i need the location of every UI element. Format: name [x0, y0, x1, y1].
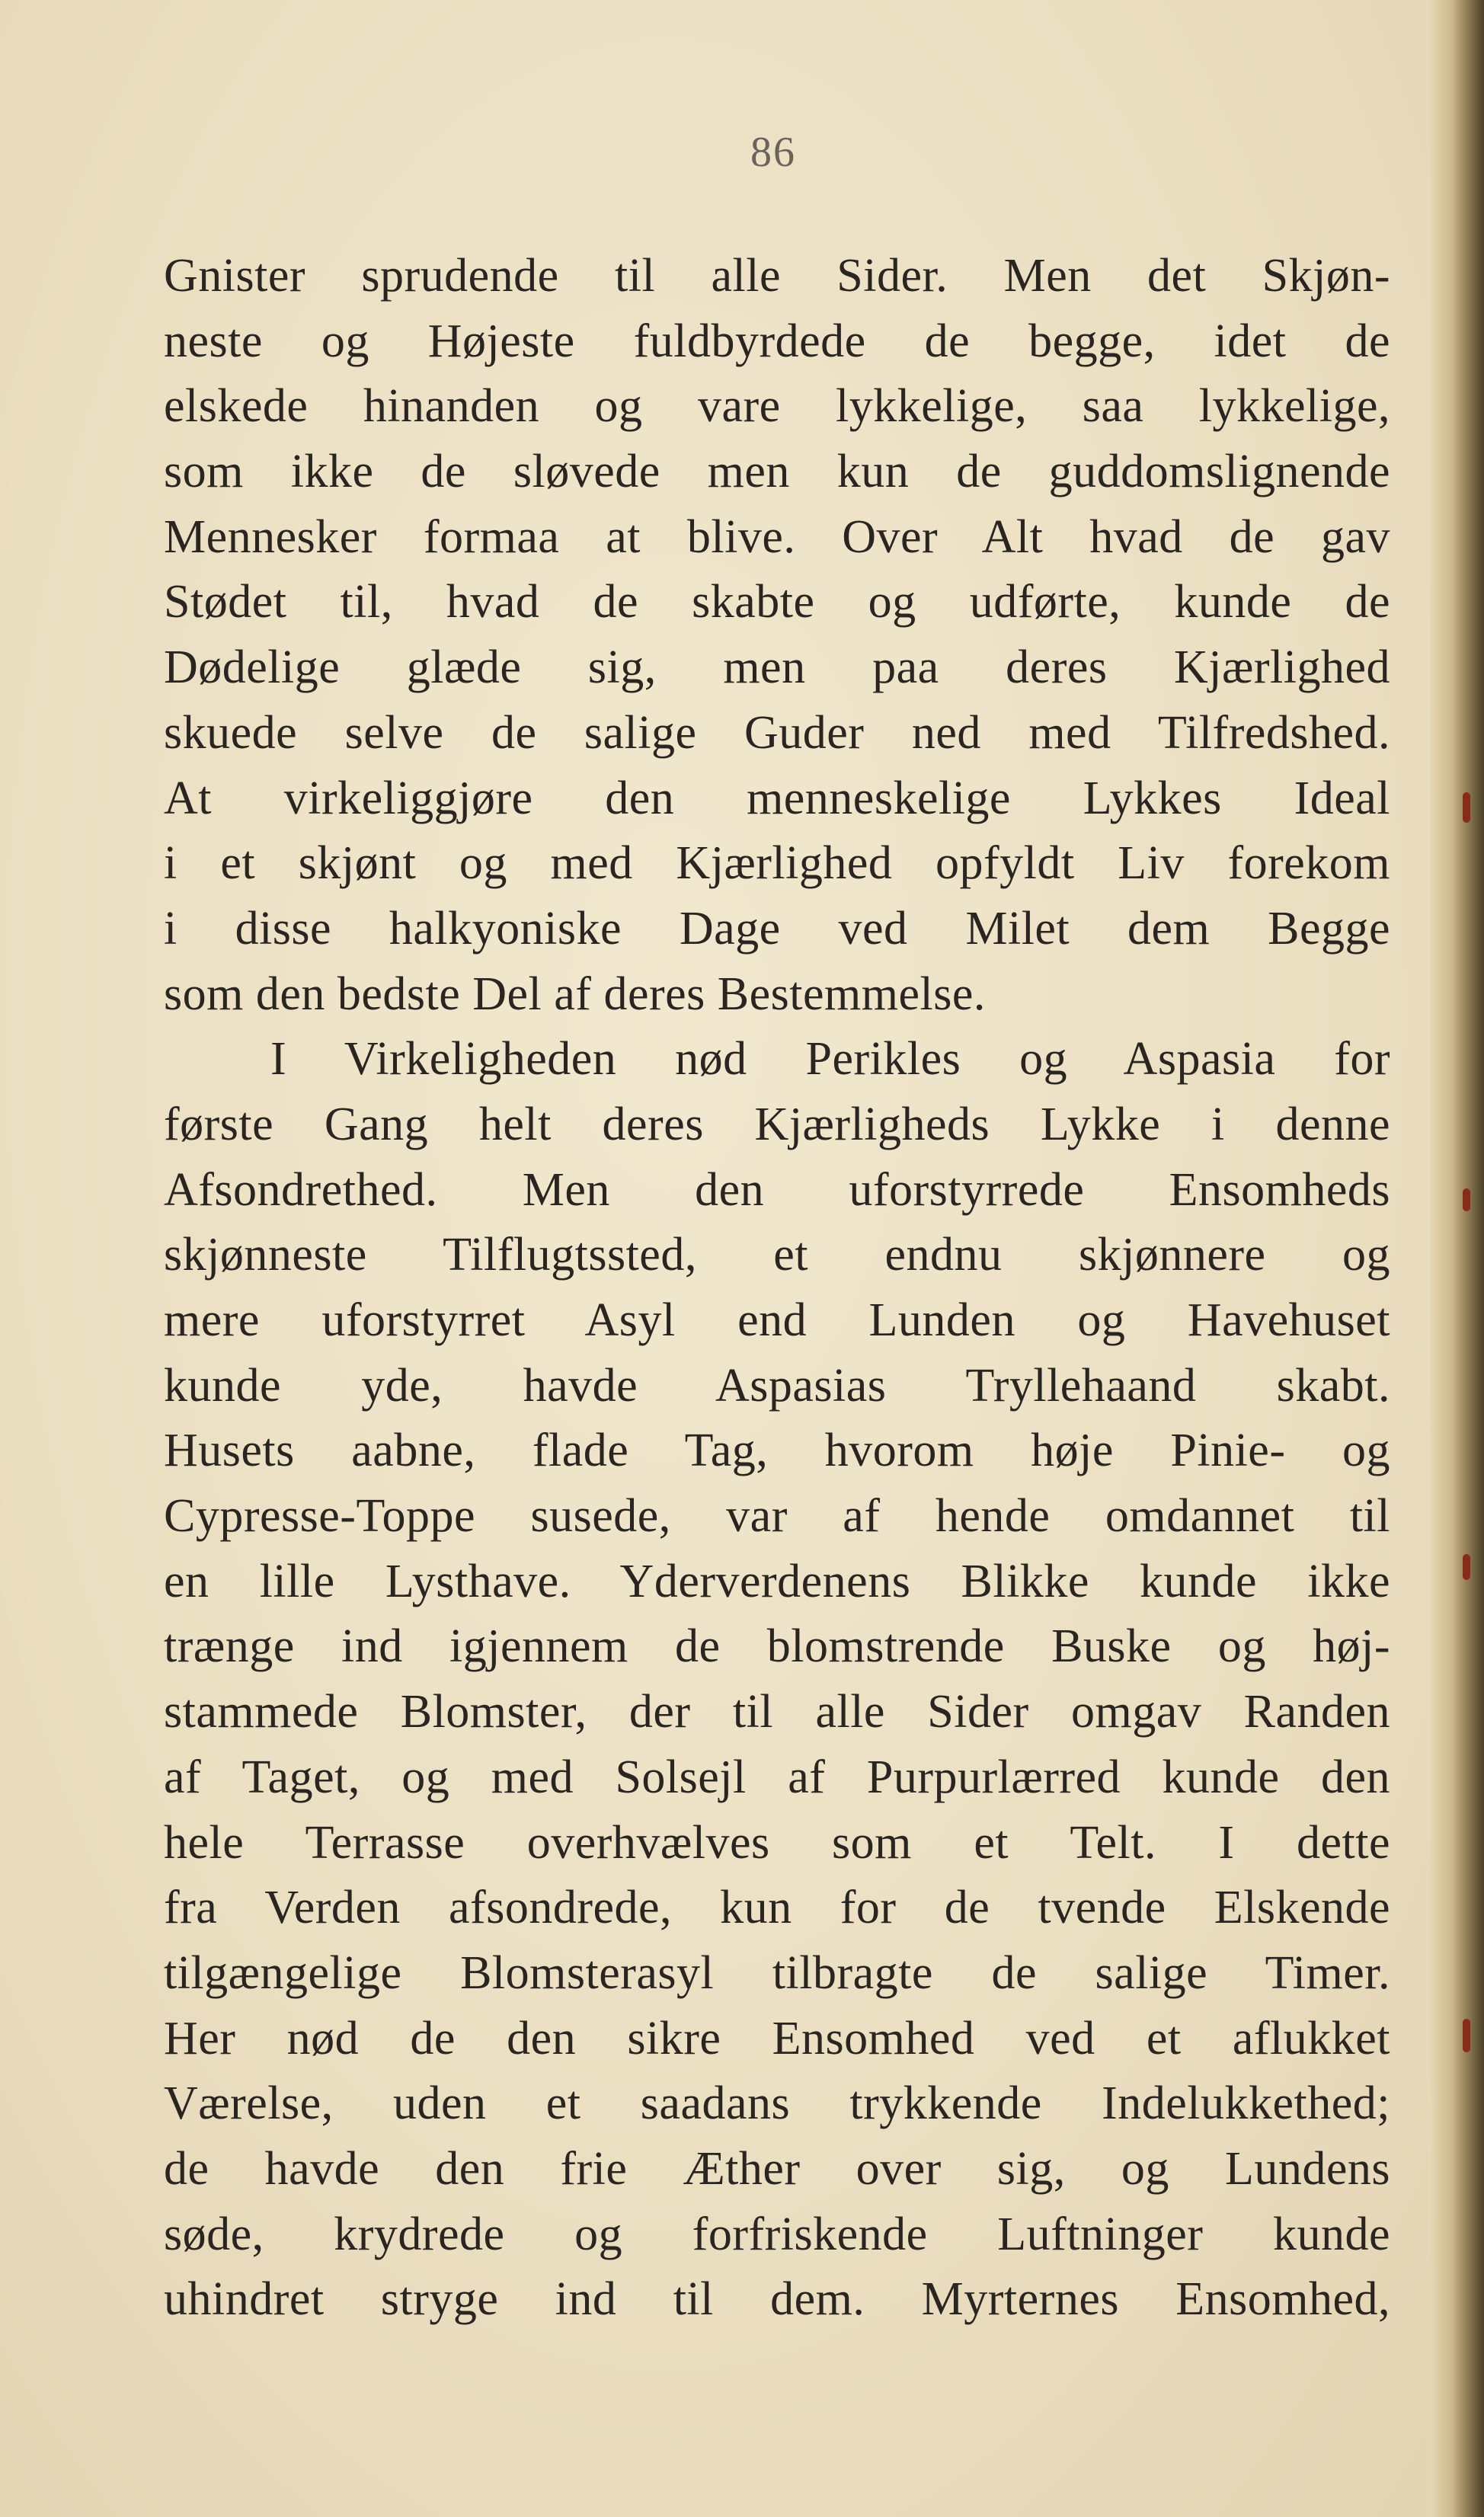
text-line: søde, krydrede og forfriskende Luftninger kunde	[164, 2208, 1390, 2260]
text-line: som ikke de sløvede men kun de guddomslignende	[164, 446, 1390, 498]
text-line: af Taget, og med Solsejl af Purpurlærred kunde den	[164, 1751, 1390, 1803]
text-line: stammede Blomster, der til alle Sider omgav Randen	[164, 1686, 1390, 1738]
text-line: skuede selve de salige Guder ned med Tilfredshed.	[164, 706, 1390, 759]
text-line: som den bedste Del af deres Bestemmelse.	[164, 967, 986, 1020]
edge-mark	[1463, 1554, 1470, 1580]
text-line: hele Terrasse overhvælves som et Telt. I dette	[164, 1816, 1390, 1869]
text-line: trænge ind igjennem de blomstrende Buske og høj-	[164, 1620, 1390, 1673]
text-line: Mennesker formaa at blive. Over Alt hvad de gav	[164, 510, 1390, 563]
text-line: kunde yde, havde Aspasias Tryllehaand skabt.	[164, 1359, 1390, 1412]
text-line: Her nød de den sikre Ensomhed ved et aflukket	[164, 2012, 1390, 2064]
text-line: elskede hinanden og vare lykkelige, saa lykkelige,	[164, 380, 1390, 433]
text-line: uhindret stryge ind til dem. Myrternes Ensomhed,	[164, 2273, 1390, 2326]
body-text	[164, 244, 1390, 2333]
text-line: Afsondrethed. Men den uforstyrrede Ensomheds	[164, 1163, 1390, 1216]
text-line: Værelse, uden et saadans trykkende Indelukkethed;	[164, 2077, 1390, 2130]
text-line: en lille Lysthave. Yderverdenens Blikke kunde ikke	[164, 1555, 1390, 1607]
text-line: Cypresse-Toppe susede, var af hende omdannet til	[164, 1490, 1390, 1543]
text-line: i disse halkyoniske Dage ved Milet dem Begge	[164, 902, 1390, 955]
page-edge	[1431, 0, 1484, 2517]
text-line: Husets aabne, flade Tag, hvorom høje Pinie- og	[164, 1425, 1390, 1477]
text-line: I Virkeligheden nød Perikles og Aspasia for	[270, 1033, 1390, 1086]
page-number: 86	[750, 129, 796, 176]
text-line: de havde den frie Æther over sig, og Lundens	[164, 2142, 1390, 2195]
text-line: i et skjønt og med Kjærlighed opfyldt Liv forekom	[164, 837, 1390, 890]
text-line: fra Verden afsondrede, kun for de tvende Elskende	[164, 1882, 1390, 1934]
text-line: neste og Højeste fuldbyrdede de begge, idet de	[164, 315, 1390, 367]
text-line: Gnister sprudende til alle Sider. Men det Skjøn-	[164, 250, 1390, 302]
text-line: mere uforstyrret Asyl end Lunden og Havehuset	[164, 1294, 1390, 1346]
text-line: Stødet til, hvad de skabte og udførte, kunde de	[164, 576, 1390, 628]
text-line: første Gang helt deres Kjærligheds Lykke i denne	[164, 1098, 1390, 1150]
text-line: Dødelige glæde sig, men paa deres Kjærlighed	[164, 641, 1390, 694]
edge-mark	[1463, 1188, 1470, 1211]
text-line: skjønneste Tilflugtssted, et endnu skjønnere og	[164, 1229, 1390, 1281]
edge-mark	[1463, 792, 1470, 823]
edge-mark	[1463, 2019, 1470, 2052]
text-line: tilgængelige Blomsterasyl tilbragte de salige Timer.	[164, 1946, 1390, 1999]
text-line: At virkeliggjøre den menneskelige Lykkes Ideal	[164, 772, 1390, 824]
